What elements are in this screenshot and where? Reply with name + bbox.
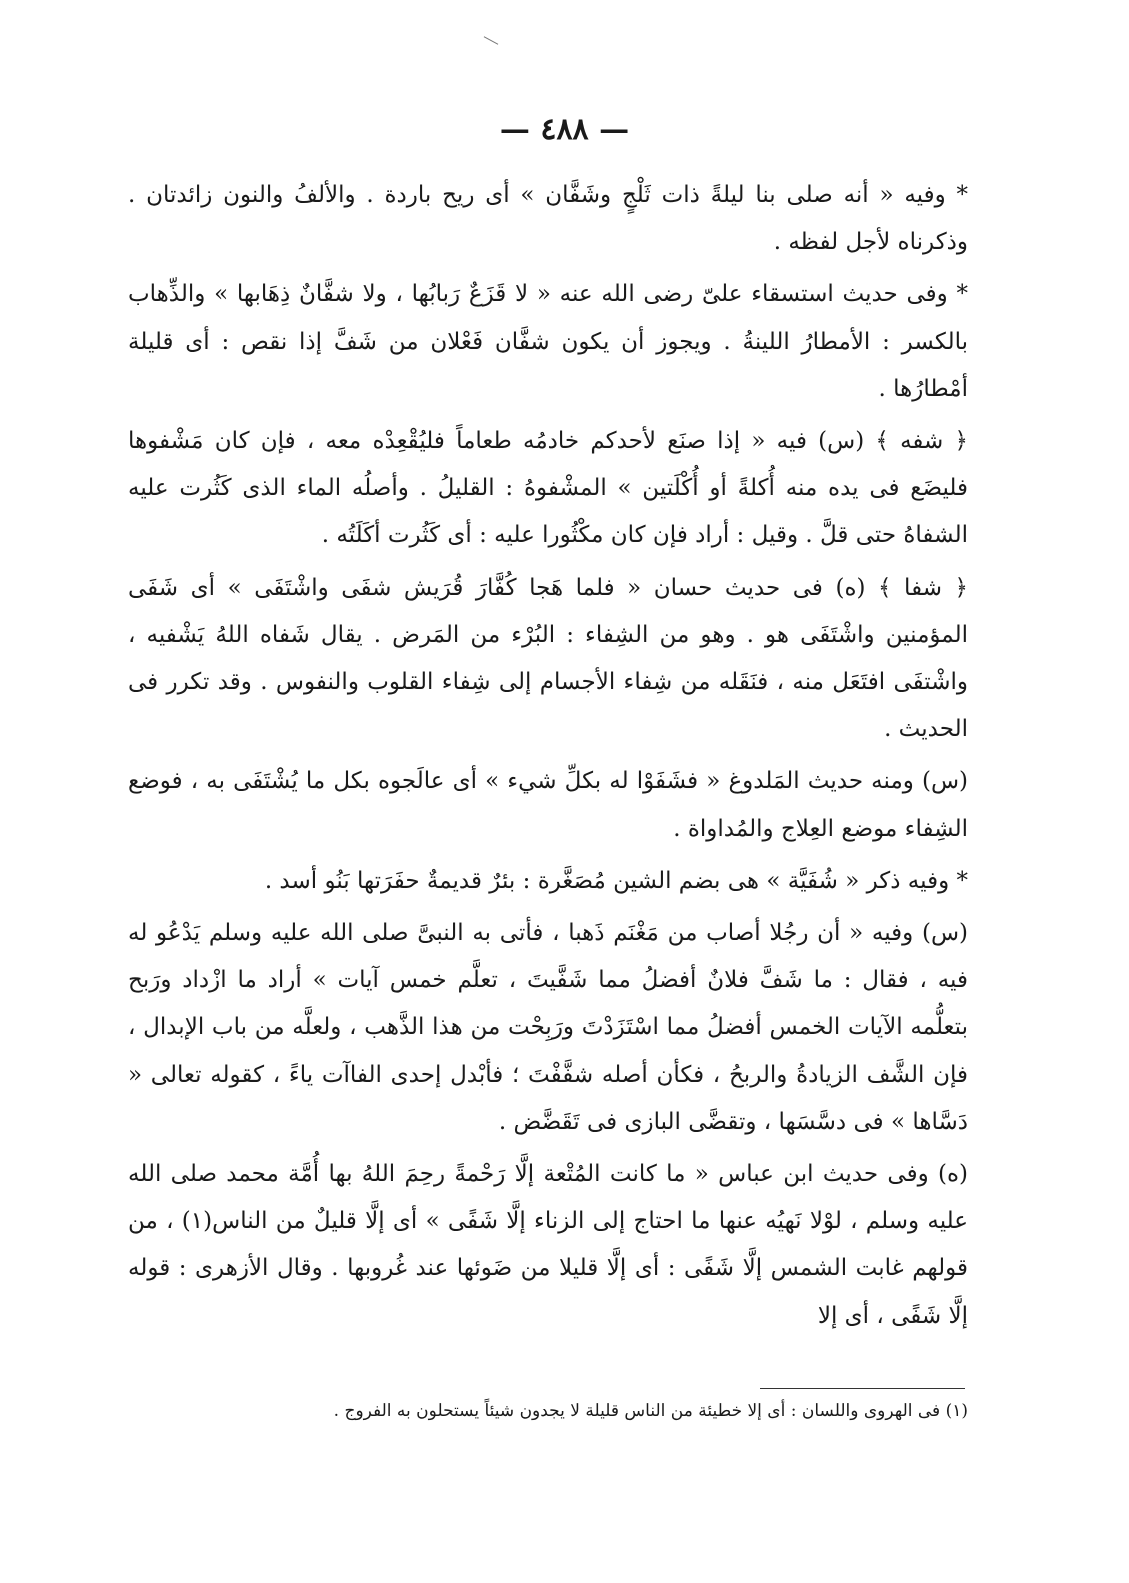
paragraph-entry-shafah: ﴿ شفه ﴾ (س) فيه « إذا صنَع لأحدكم خادمُه طعاماً فليُقْعِدْه معه ، فإن كان مَشْفوها فليضَع فى يده منه أُكلةً أو أُكْلَتين » المشْفوهُ : القليلُ . وأصلُه الماء الذى كَثُرت عليه الشفاهُ حتى قلَّ . وقيل : أراد فإن كان مكْثُورا عليه : أى كَثُرت أكَلَتُه . [128,428,968,549]
paragraph-entry-shafa: ﴿ شفا ﴾ (ه) فى حديث حسان « فلما هَجا كُفَّارَ قُرَيش شفَى واشْتَفَى » أى شَفَى المؤمنين واشْتَفَى هو . وهو من الشِفاء : البُرْء من المَرض . يقال شَفاه اللهُ يَشْفيه ، واشْتفَى افتَعَل منه ، فنَقَله من شِفاء الأجسام إلى شِفاء القلوب والنفوس . وقد تكرر فى الحديث . [128,574,968,743]
page-body [128,172,968,1345]
paragraph-shaffan: * وفيه « أنه صلى بنا ليلةً ذات ثَلْجٍ وشَفَّان » أى ريح باردة . والألفُ والنون زائدتان . وذكرناه لأجل لفظه . [128,182,968,256]
page-number: — ٤٨٨ — [499,112,630,147]
footnote-divider [760,1388,965,1389]
paragraph-ibn-abbas: (ه) وفى حديث ابن عباس « ما كانت المُتْعة إلَّا رَحْمةً رحِمَ اللهُ بها أُمَّة محمد صلى الله عليه وسلم ، لوْلا نَهيُه عنها ما احتاج إلى الزناء إلَّا شَفًى » أى إلَّا قليلٌ من الناس(١) ، من قولهم غابت الشمس إلَّا شَفًى : أى إلَّا قليلا من ضَوئها عند غُروبها . وقال الأزهرى : قوله إلَّا شَفًى ، أى إلا [128,1161,968,1329]
paragraph-istisqa: * وفى حديث استسقاء علىّ رضى الله عنه « لا قَزَعٌ رَبابُها ، ولا شفَّانٌ ذِهَابها » والذِّهاب بالكسر : الأمطارُ اللينةُ . ويجوز أن يكون شفَّان فَعْلان من شَفَّ إذا نقص : أى قليلة أمْطارُها . [128,281,968,402]
scan-mark [484,36,499,44]
footnote: (١) فى الهروى واللسان : أى إلا خطيئة من الناس قليلة لا يجدون شيئاً يستحلون به الفروج . [333,1401,968,1421]
paragraph-maghnam: (س) وفيه « أن رجُلا أصاب من مَغْنَم ذَهبا ، فأتى به النبىَّ صلى الله عليه وسلم يَدْعُو له فيه ، فقال : ما شَفَّ فلانٌ أفضلُ مما شَفَّيتَ ، تعلَّم خمس آيات » أراد ما ازْداد ورَبح بتعلُّمه الآيات الخمس أفضلُ مما اسْتَزَدْتَ ورَبِحْت من هذا الذَّهب ، ولعلَّه من باب الإبدال ، فإن الشَّف الزيادةُ والربحُ ، فكأن أصله شفَّفْتَ ؛ فأبْدل إحدى الفاآت ياءً ، كقوله تعالى « دَسَّاها » فى دسَّسَها ، وتقضَّى البازى فى تَقَضَّض . [128,920,968,1135]
paragraph-malduq: (س) ومنه حديث المَلدوغ « فشَفَوْا له بكلِّ شيء » أى عالَجوه بكل ما يُشْتَفَى به ، فوضع الشِفاء موضع العِلاج والمُداواة . [128,768,968,842]
paragraph-shufayya: * وفيه ذكر « شُفَيَّة » هى بضم الشين مُصَغَّرة : بئرٌ قديمةٌ حفَرَتها بَنُو أسد . [264,867,968,894]
